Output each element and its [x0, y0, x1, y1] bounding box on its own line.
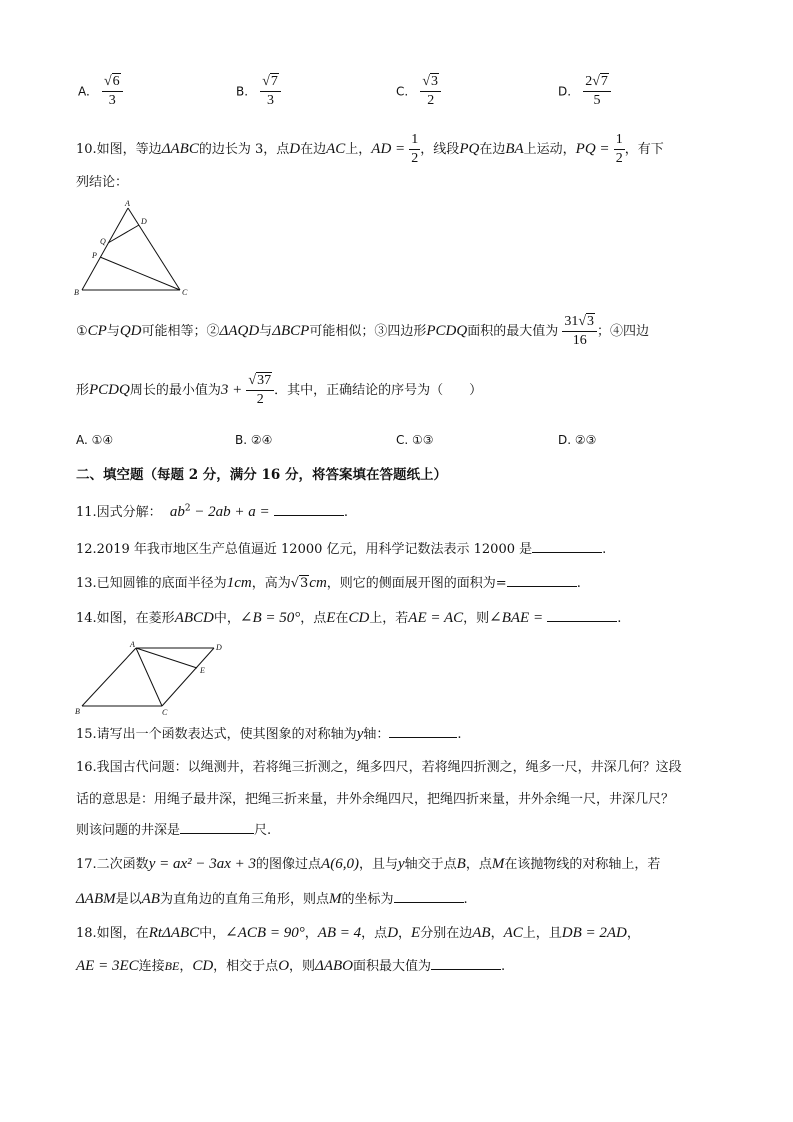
- svg-text:P: P: [92, 251, 97, 260]
- option-fraction: $\frac{√7}{3}$: [260, 75, 281, 108]
- q10-option-a[interactable]: A. ①④: [76, 433, 114, 447]
- answer-blank[interactable]: [274, 514, 344, 516]
- q13: 13.已知圆锥的底面半径为1cm，高为√3cm，则它的侧面展开图的面积为= .: [76, 575, 581, 591]
- answer-blank[interactable]: [431, 968, 501, 970]
- svg-text:E: E: [200, 666, 205, 675]
- svg-text:B: B: [75, 707, 80, 716]
- svg-text:C: C: [182, 288, 188, 297]
- q9-option-a[interactable]: [78, 75, 123, 108]
- svg-text:B: B: [74, 288, 79, 297]
- q10-option-d[interactable]: D. ②③: [558, 433, 597, 447]
- q9-option-b[interactable]: [236, 75, 281, 108]
- svg-text:D: D: [216, 643, 222, 652]
- answer-blank[interactable]: [180, 832, 254, 834]
- q10-option-c[interactable]: C. ①③: [396, 433, 434, 447]
- q14: 14.如图，在菱形ABCD中，∠B = 50°，点E在CD上，若AE = AC，则∠BAE = .: [76, 610, 622, 626]
- answer-blank[interactable]: [394, 901, 464, 903]
- answer-blank[interactable]: [547, 620, 617, 622]
- option-label: B.: [236, 84, 249, 99]
- option-label: D.: [558, 84, 572, 99]
- q17-line1: 17.二次函数y = ax² − 3ax + 3的图像过点A(6,0)，且与y轴交于点B，点M在该抛物线的对称轴上，若: [76, 856, 661, 872]
- q16-line3: 则该问题的井深是 尺.: [76, 823, 272, 838]
- q9-option-d[interactable]: [558, 75, 611, 108]
- svg-text:A: A: [130, 640, 135, 649]
- svg-text:D: D: [141, 217, 147, 226]
- option-label: C.: [396, 84, 409, 99]
- q18-line2: AE = 3EC连接BE，CD，相交于点O，则ΔABO面积最大值为 .: [76, 958, 506, 974]
- q10-conclusions-line2: 形PCDQ周长的最小值为3 + $\frac{√37}{2}$ ．其中，正确结论的序号为（ ）: [76, 373, 483, 407]
- answer-blank[interactable]: [507, 585, 577, 587]
- q17-line2: ΔABM是以AB为直角边的直角三角形，则点M的坐标为 .: [76, 891, 468, 907]
- q10-triangle-figure: [70, 198, 195, 298]
- q9-option-c[interactable]: [396, 75, 441, 108]
- answer-blank[interactable]: [389, 736, 457, 738]
- q14-rhombus-figure: [70, 640, 230, 716]
- section-heading: 二、填空题（每题 2 分，满分 16 分，将答案填在答题纸上）: [76, 467, 447, 483]
- svg-text:C: C: [162, 708, 168, 716]
- q10-stem: 10.如图，等边ΔABC的边长为 3，点D在边AC上，AD = $\frac{1}{2}$ ，线段PQ在边BA上运动，PQ = $\frac{1}{2}$ ，有下: [76, 132, 664, 166]
- option-fraction: $\frac{2√7}{5}$: [583, 75, 611, 108]
- q16-line2: 话的意思是：用绳子最井深，把绳三折来量，井外余绳四尺，把绳四折来量，井外余绳一尺，井深几尺？: [76, 792, 675, 807]
- option-fraction: $\frac{√3}{2}$: [420, 75, 441, 108]
- q10-conclusions-line1: ①CP与QD可能相等；②ΔAQD与ΔBCP可能相似；③四边形PCDQ面积的最大值为 $\frac{31√3}{16}$ ；④四边: [76, 314, 650, 348]
- q10-option-b[interactable]: B. ②④: [235, 433, 273, 447]
- q18-line1: 18.如图，在RtΔABC中，∠ACB = 90°，AB = 4，点D，E分别在边AB，AC上，且DB = 2AD，: [76, 925, 640, 941]
- q16-line1: 16.我国古代问题：以绳测井，若将绳三折测之，绳多四尺，若将绳四折测之，绳多一尺，井深几何？这段: [76, 760, 682, 775]
- q15: 15.请写出一个函数表达式，使其图象的对称轴为y轴： .: [76, 726, 462, 742]
- svg-text:Q: Q: [100, 237, 106, 246]
- option-fraction: $\frac{√6}{3}$: [102, 75, 123, 108]
- option-label: A.: [78, 84, 90, 99]
- answer-blank[interactable]: [532, 551, 602, 553]
- q10-stem-line2: 列结论：: [76, 175, 129, 190]
- q12: 12.2019 年我市地区生产总值逼近 12000 亿元，用科学记数法表示 12000 是 .: [76, 542, 607, 557]
- svg-text:A: A: [125, 199, 130, 208]
- q11: 11.因式分解： $ab^2 - 2ab + a$ = .: [76, 503, 348, 520]
